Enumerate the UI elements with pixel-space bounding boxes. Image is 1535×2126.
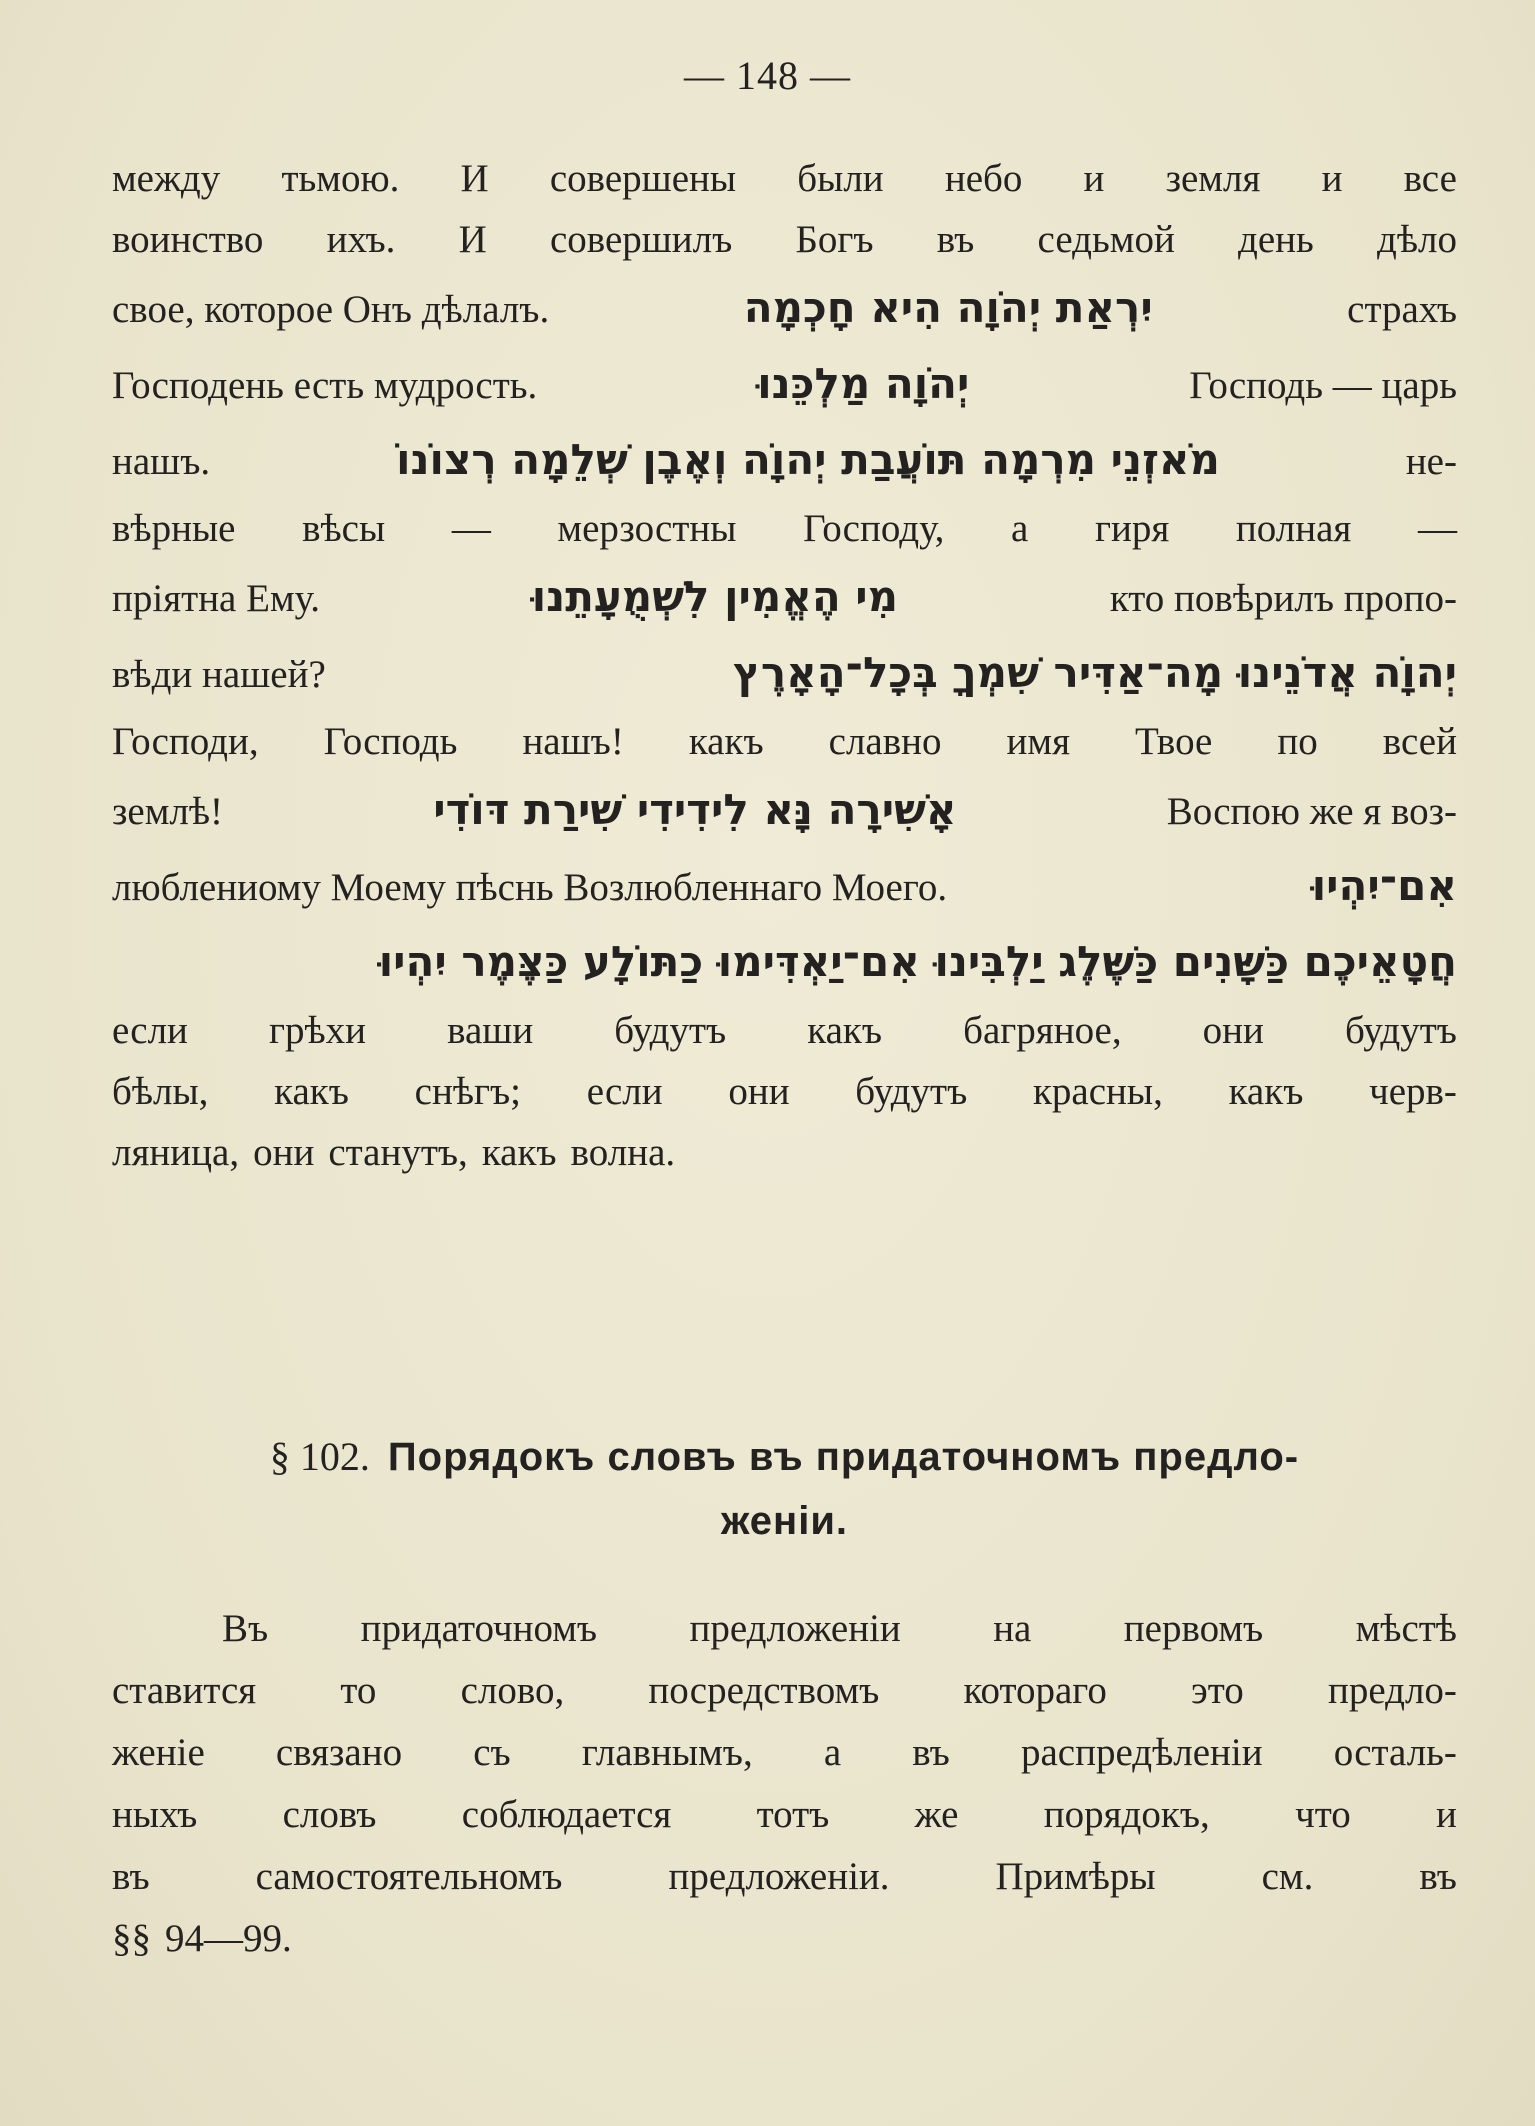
word: Господи, [112, 720, 259, 763]
word: придаточномъ [360, 1607, 598, 1650]
word: соблюдается [461, 1793, 672, 1836]
word: §§ [112, 1917, 151, 1960]
word: красны, [1032, 1070, 1163, 1113]
word: нашъ! [522, 720, 624, 763]
word: а [823, 1731, 842, 1774]
word: всей [1382, 720, 1457, 763]
word: совершены [549, 157, 737, 200]
word: въ [112, 1855, 150, 1898]
text-line [112, 772, 1457, 848]
word: И [458, 218, 487, 261]
word: то [340, 1669, 377, 1712]
text-line [112, 1846, 1457, 1908]
word: они [253, 1131, 315, 1174]
word: Богъ [795, 218, 874, 261]
word: осталь- [1333, 1731, 1457, 1774]
word: ваши [447, 1009, 534, 1052]
section-title-continuation: женіи. [720, 1499, 849, 1543]
text-segment: люблениому Моему пѣснь Возлюбленнаго Моего. [112, 866, 948, 909]
word: имя [1006, 720, 1071, 763]
word: будутъ [614, 1009, 727, 1052]
word: ставится [112, 1669, 257, 1712]
word: въ [1419, 1855, 1457, 1898]
word: предложеніи. [668, 1855, 890, 1898]
section-heading [112, 1425, 1457, 1553]
text-line [112, 635, 1457, 711]
word: Примѣры [995, 1855, 1156, 1898]
word: день [1238, 218, 1314, 261]
word: они [728, 1070, 790, 1113]
page-number: — 148 — [684, 53, 851, 98]
word: первомъ [1123, 1607, 1264, 1650]
hebrew-phrase: יְהוָֹה אֲדֹנֵינוּ מָה־אַדִּיר שִׁמְךָ בְּכָל־הָאָרֶץ [733, 648, 1457, 697]
word: самостоятельномъ [255, 1855, 563, 1898]
word: и [1083, 157, 1105, 200]
hebrew-phrase: יְהֹוָה מַלְכֵּנוּ [757, 359, 970, 408]
word: а [1011, 507, 1029, 550]
text-line [112, 1908, 1457, 1970]
word: какъ [1228, 1070, 1304, 1113]
word: словъ [282, 1793, 377, 1836]
hebrew-phrase: אָשִׁירָה נָּא לִידִידִי שִׁירַת דּוֹדִי [433, 785, 957, 834]
word: на [993, 1607, 1032, 1650]
word: будутъ [855, 1070, 968, 1113]
word: слово, [460, 1669, 565, 1712]
text-segment: кто повѣрилъ пропо- [1109, 577, 1457, 620]
hebrew-phrase: יִרְאַת יְהֹוָה הִיא חָכְמָה [743, 283, 1153, 332]
word: главнымъ, [581, 1731, 753, 1774]
text-line [112, 1784, 1457, 1846]
hebrew-phrase: אִם־יִהְיוּ [1311, 861, 1457, 910]
word: вѣсы [302, 507, 386, 550]
word: седьмой [1037, 218, 1175, 261]
word: все [1403, 157, 1457, 200]
text-segment: нашъ. [112, 440, 211, 483]
text-segment: страхъ [1347, 288, 1457, 331]
paragraph-2 [112, 1598, 1457, 1970]
word: посредствомъ [648, 1669, 880, 1712]
section-heading-line [112, 1489, 1457, 1553]
word: воинство [112, 218, 264, 261]
word: же [914, 1793, 959, 1836]
text-line [112, 924, 1457, 1000]
word: 94—99. [165, 1917, 292, 1960]
word: тотъ [756, 1793, 830, 1836]
text-line [112, 1722, 1457, 1784]
word: см. [1261, 1855, 1314, 1898]
section-number: § 102. [269, 1434, 370, 1479]
word: они [1202, 1009, 1264, 1052]
word: совершилъ [549, 218, 733, 261]
section-title: Порядокъ словъ въ придаточномъ предло- [387, 1435, 1300, 1479]
text-line [112, 148, 1457, 209]
word: и [1436, 1793, 1457, 1836]
word: Господу, [803, 507, 945, 550]
word: въ [936, 218, 975, 261]
text-line [112, 848, 1457, 924]
word: ихъ. [326, 218, 396, 261]
word: мѣстѣ [1355, 1607, 1457, 1650]
word: полная [1235, 507, 1352, 550]
word: были [797, 157, 884, 200]
word: ляница, [112, 1131, 240, 1174]
text-line [112, 1598, 1457, 1660]
word: дѣло [1377, 218, 1457, 261]
word: Въ [222, 1607, 269, 1650]
word: тьмою. [281, 157, 400, 200]
word: женіе [112, 1731, 205, 1774]
word: будутъ [1344, 1009, 1457, 1052]
paragraph-1 [112, 148, 1457, 1183]
word: И [460, 157, 489, 200]
word: между [112, 157, 221, 200]
word: по [1277, 720, 1318, 763]
word: какъ [688, 720, 764, 763]
word: земля [1165, 157, 1261, 200]
word: Твое [1135, 720, 1213, 763]
text-line [112, 209, 1457, 270]
word: котораго [963, 1669, 1107, 1712]
text-line [112, 498, 1457, 559]
word: волна. [570, 1131, 676, 1174]
word: если [112, 1009, 188, 1052]
text-line [112, 559, 1457, 635]
section-heading-line [112, 1425, 1457, 1489]
text-segment: землѣ! [112, 790, 224, 833]
hebrew-phrase: מֹאזְנֵי מִרְמָה תּוֹעֲבַת יְהוָֹה וְאֶבֶן שְׁלֵמָה רְצוֹנוֹ [396, 435, 1220, 484]
word: грѣхи [268, 1009, 367, 1052]
word: ныхъ [112, 1793, 198, 1836]
hebrew-phrase: מִי הֶאֱמִין לִשְׁמֻעָתֵנוּ [531, 572, 899, 621]
text-line [112, 1000, 1457, 1061]
text-segment: не- [1405, 440, 1457, 483]
word: съ [473, 1731, 511, 1774]
word: что [1295, 1793, 1351, 1836]
word: и [1321, 157, 1343, 200]
text-segment: свое, которое Онъ дѣлалъ. [112, 288, 550, 331]
word: предло- [1327, 1669, 1457, 1712]
word: гиря [1094, 507, 1170, 550]
word: снѣгъ; [414, 1070, 521, 1113]
text-line [112, 1122, 1457, 1183]
word: порядокъ, [1043, 1793, 1210, 1836]
word: вѣрные [112, 507, 236, 550]
word: багряное, [963, 1009, 1122, 1052]
text-line [112, 270, 1457, 346]
text-line [112, 1660, 1457, 1722]
text-line [112, 346, 1457, 422]
word: бѣлы, [112, 1070, 209, 1113]
word: станутъ, [328, 1131, 468, 1174]
word: — [1417, 507, 1457, 550]
text-line [112, 711, 1457, 772]
word: какъ [481, 1131, 557, 1174]
text-segment: пріятна Ему. [112, 577, 320, 620]
word: предложеніи [689, 1607, 901, 1650]
word: черв- [1369, 1070, 1457, 1113]
word: славно [828, 720, 942, 763]
word: — [451, 507, 491, 550]
word: это [1191, 1669, 1244, 1712]
text-segment: вѣди нашей? [112, 653, 326, 696]
word: мерзостны [557, 507, 737, 550]
word: распредѣленіи [1020, 1731, 1263, 1774]
text-line [112, 422, 1457, 498]
word: Господь [323, 720, 458, 763]
hebrew-phrase: חֲטָאֵיכֶם כַּשָּׁנִים כַּשֶּׁלֶג יַלְבִּינוּ אִם־יַאְדִּימוּ כַתּוֹלָע כַּצֶּמֶר יִהְיוּ [378, 937, 1457, 986]
text-segment: Господень есть мудрость. [112, 364, 538, 407]
word: какъ [274, 1070, 349, 1113]
word: если [586, 1070, 663, 1113]
text-segment: Господь — царь [1189, 364, 1457, 407]
word: связано [275, 1731, 403, 1774]
text-segment: Воспою же я воз- [1166, 790, 1457, 833]
word: какъ [807, 1009, 883, 1052]
word: въ [912, 1731, 950, 1774]
text-line [112, 1061, 1457, 1122]
word: небо [944, 157, 1023, 200]
